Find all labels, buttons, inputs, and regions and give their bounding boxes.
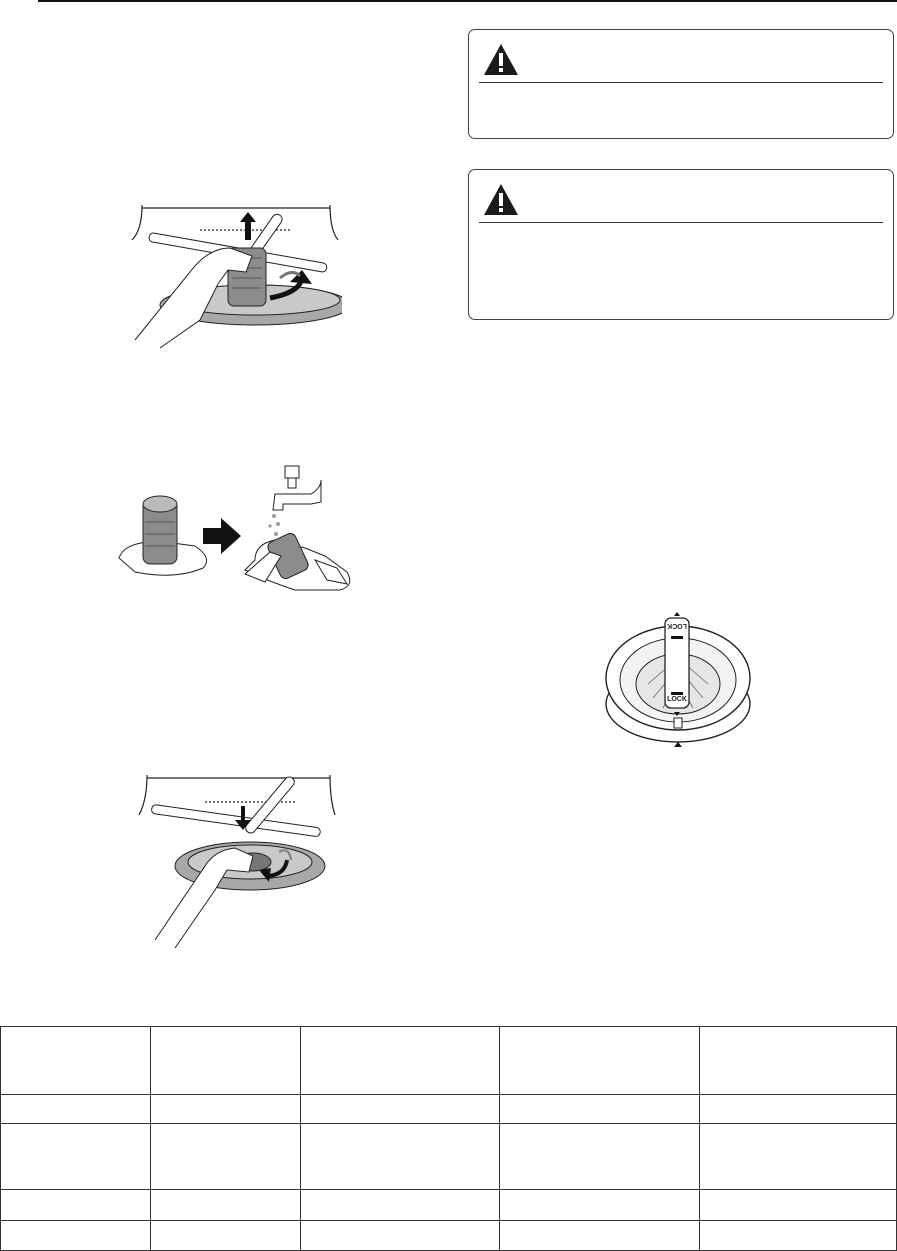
table-cell xyxy=(300,1095,500,1124)
table-cell xyxy=(150,1095,300,1124)
table-cell xyxy=(1,1095,151,1124)
table-cell xyxy=(500,1221,700,1251)
filter-removal-illustration xyxy=(130,200,342,350)
warning-triangle-icon xyxy=(483,43,519,76)
table-cell xyxy=(1,1027,151,1095)
table-cell xyxy=(500,1190,700,1221)
filter-install-illustration xyxy=(135,770,340,950)
table-cell xyxy=(1,1124,151,1190)
table-cell xyxy=(700,1190,897,1221)
table-cell xyxy=(150,1027,300,1095)
table-cell xyxy=(300,1124,500,1190)
table-cell xyxy=(500,1027,700,1095)
table-cell xyxy=(700,1221,897,1251)
table-row xyxy=(1,1190,897,1221)
table-cell xyxy=(500,1095,700,1124)
warning-box-2 xyxy=(468,169,894,320)
table-cell xyxy=(150,1221,300,1251)
table-cell xyxy=(700,1095,897,1124)
warning-box-1 xyxy=(468,29,894,139)
lock-label-top: LOCK xyxy=(667,622,687,629)
warning-triangle-icon xyxy=(483,183,519,216)
table-row xyxy=(1,1095,897,1124)
warning-divider xyxy=(479,82,883,83)
filter-lock-illustration xyxy=(603,608,753,758)
table-cell xyxy=(500,1124,700,1190)
table-cell xyxy=(1,1221,151,1251)
filter-rinse-illustration xyxy=(115,460,360,600)
table-cell xyxy=(300,1221,500,1251)
table-cell xyxy=(150,1124,300,1190)
page-top-rule xyxy=(38,0,897,2)
table-cell xyxy=(1,1190,151,1221)
table-cell xyxy=(700,1124,897,1190)
table-cell xyxy=(300,1190,500,1221)
lock-label-bottom: LOCK xyxy=(667,696,687,703)
table-row xyxy=(1,1027,897,1095)
table-row xyxy=(1,1221,897,1251)
table-row xyxy=(1,1124,897,1190)
warning-divider xyxy=(479,222,883,223)
info-table xyxy=(0,1026,897,1251)
table-cell xyxy=(150,1190,300,1221)
table-cell xyxy=(700,1027,897,1095)
table-cell xyxy=(300,1027,500,1095)
